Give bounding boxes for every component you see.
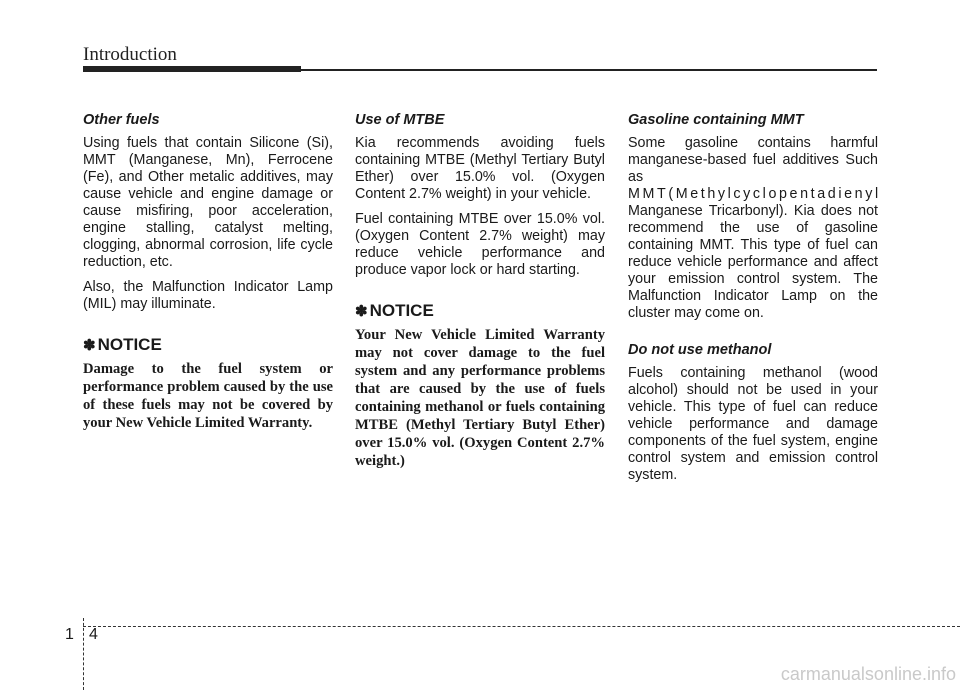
footer-horizontal-rule: [83, 626, 960, 627]
paragraph-part: MMT(Methylcyclopentadienyl: [628, 186, 881, 202]
watermark: carmanualsonline.info: [780, 664, 956, 684]
footer-vertical-rule: [83, 618, 84, 690]
notice-star-icon: ✽: [83, 337, 96, 354]
paragraph-part: Some gasoline contains harmful manganese-based fuel additives Such as: [628, 135, 878, 185]
paragraph: [628, 135, 881, 322]
notice-heading: [355, 301, 605, 321]
notice-text: Your New Vehicle Limited Warranty may not cover damage to the fuel system and any performance problems that are caused by the use of fuels containing methanol or fuels containing MTBE (Methyl Tertiary Butyl Ether) over 15.0% vol. (Oxygen Content 2.7% weight.): [355, 327, 605, 469]
notice-heading: [83, 335, 333, 355]
paragraph: Fuel containing MTBE over 15.0% vol. (Oxygen Content 2.7% weight) may reduce vehicle performance and produce vapor lock or hard starting.: [355, 211, 605, 278]
notice-label: NOTICE: [97, 335, 162, 354]
paragraph-part: Manganese Tricarbonyl). Kia does not recommend the use of gasoline containing MMT. This type of fuel can reduce vehicle performance and affect your emission control system. The Malfunction Indicator Lamp on the cluster may come on.: [628, 203, 878, 321]
paragraph: Also, the Malfunction Indicator Lamp (MIL) may illuminate.: [83, 279, 333, 312]
section-title: Introduction: [83, 44, 177, 65]
heading-methanol: Do not use methanol: [628, 342, 772, 358]
paragraph: Kia recommends avoiding fuels containing MTBE (Methyl Tertiary Butyl Ether) over 15.0% vol. (Oxygen Content 2.7% weight) in your vehicle.: [355, 135, 605, 202]
column-gasoline-mmt: [628, 112, 881, 492]
section-number: 1: [65, 626, 74, 643]
heading-gasoline-mmt: Gasoline containing MMT: [628, 112, 804, 128]
paragraph: Using fuels that contain Silicone (Si), MMT (Manganese, Mn), Ferrocene (Fe), and Other metalic additives, may cause vehicle and engine damage or cause misfiring, poor acceleration, engine stalling, catalyst melting, clogging, abnormal corrosion, life cycle reduction, etc.: [83, 135, 333, 270]
heading-other-fuels: Other fuels: [83, 112, 160, 128]
header-rule-thick: [83, 66, 301, 72]
notice-star-icon: ✽: [355, 303, 368, 320]
column-other-fuels: [83, 112, 333, 432]
page-number: 4: [89, 626, 98, 643]
paragraph: Fuels containing methanol (wood alcohol) should not be used in your vehicle. This type of fuel can reduce vehicle performance and damage components of the fuel system, engine control system and emission control system.: [628, 365, 878, 483]
notice-text: Damage to the fuel system or performance problem caused by the use of these fuels may not be covered by your New Vehicle Limited Warranty.: [83, 361, 333, 431]
header-rule-thin: [301, 69, 877, 71]
column-use-of-mtbe: [355, 112, 605, 470]
heading-use-of-mtbe: Use of MTBE: [355, 112, 445, 128]
notice-label: NOTICE: [369, 301, 434, 320]
